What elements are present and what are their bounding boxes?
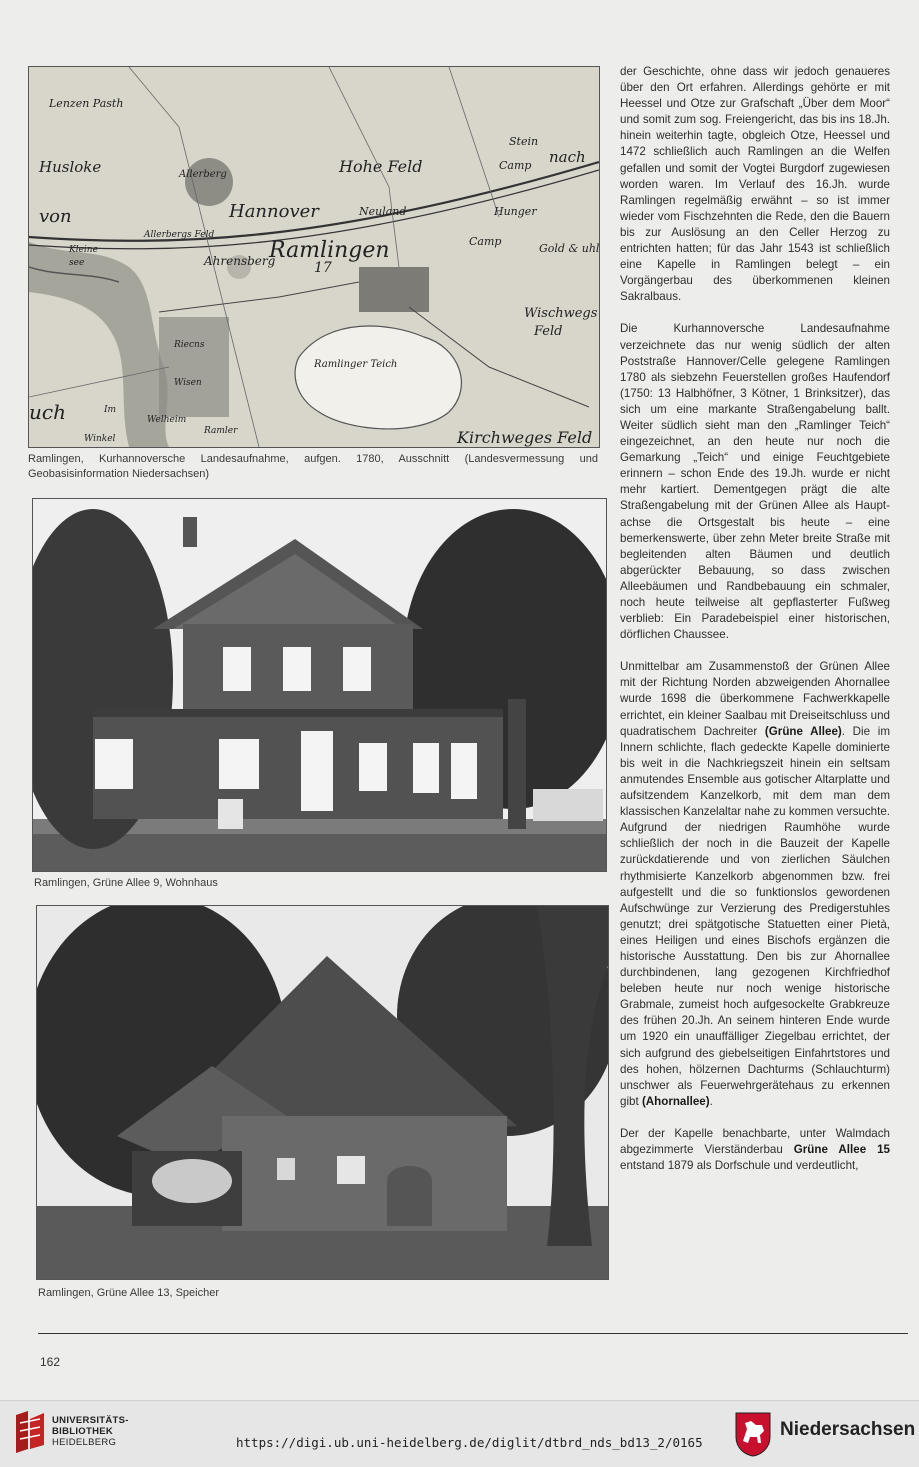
map-label-von: von xyxy=(39,206,72,227)
map-label-buch: uch xyxy=(29,400,66,424)
barn-caption: Ramlingen, Grüne Allee 13, Speicher xyxy=(38,1287,219,1299)
niedersachsen-crest-icon xyxy=(734,1411,772,1457)
map-label-wisen: Wisen xyxy=(174,378,202,388)
map-label-teich: Ramlinger Teich xyxy=(314,359,398,370)
library-line-3: HEIDELBERG xyxy=(52,1437,117,1448)
paragraph-3-end: . xyxy=(709,1094,713,1108)
map-label-winkel: Winkel xyxy=(84,434,116,444)
state-name: Niedersachsen xyxy=(780,1419,916,1440)
map-label-kirchwegs: Kirchweges Feld xyxy=(457,428,593,447)
library-line-1: UNIVERSITÄTS- xyxy=(52,1415,129,1426)
map-label-welheim: Welheim xyxy=(147,415,187,425)
paragraph-3-part-1: Unmittelbar am Zusammenstoß der Grünen Allee mit der Richtung Norden abzweigenden Ahornallee wurde 1698 die überkommene Fachwerkkapelle errichtet, ein kleiner Saalbau mit Dreiseitschluss und quadratischem Dachreiter xyxy=(620,660,890,738)
map-label-nach: nach xyxy=(549,148,586,166)
house-caption: Ramlingen, Grüne Allee 9, Wohnhaus xyxy=(34,877,218,889)
map-label-kleine: Kleine xyxy=(69,245,98,255)
viewer-footer xyxy=(0,1400,919,1467)
ref-ahornallee: (Ahornallee) xyxy=(641,1094,710,1108)
library-line-2: BIBLIOTHEK xyxy=(52,1426,114,1437)
map-label-im: Im xyxy=(104,405,117,415)
map-caption: Ramlingen, Kurhannoversche Landesaufnahme, aufgen. 1780, Ausschnitt (Landesvermessung und Geobasisinformation Niedersachsen) xyxy=(28,453,598,480)
map-label-husloke: Husloke xyxy=(39,158,102,176)
map-label-hannover: Hannover xyxy=(229,201,319,222)
map-label-stein: Stein xyxy=(509,135,539,148)
map-label-see: see xyxy=(69,258,85,268)
map-label-feld: Feld xyxy=(534,324,563,339)
map-label-camp: Camp xyxy=(499,159,532,172)
barn-photo xyxy=(36,905,609,1280)
map-label-allerberg: Allerberg xyxy=(179,169,227,180)
ref-gruene-allee-15: Grüne Allee 15 xyxy=(793,1143,890,1156)
map-label-number: 17 xyxy=(314,260,332,276)
map-label-ahrensberg: Ahrensberg xyxy=(204,254,276,268)
map-label-ramlingen: Ramlingen xyxy=(269,238,390,263)
map-label-wischwegs: Wischwegs xyxy=(524,306,598,321)
paragraph-4-part-1: Der der Kapelle benachbarte, unter Walmdach abgezimmerte Vierständerbau xyxy=(620,1126,890,1156)
map-label-hunger: Hunger xyxy=(494,205,537,218)
historic-map-figure xyxy=(28,66,600,448)
map-drawing xyxy=(29,67,599,447)
paragraph-3 xyxy=(620,659,890,1110)
map-label-neuland: Neuland xyxy=(359,205,407,218)
house-photo xyxy=(32,498,607,872)
map-label-hohe-feld: Hohe Feld xyxy=(339,157,423,176)
map-label-riecns: Riecns xyxy=(174,340,205,350)
barn-photo-drawing xyxy=(37,906,608,1279)
document-url-link[interactable]: https://digi.ub.uni-heidelberg.de/diglit/dtbrd_nds_bd13_2/0165 xyxy=(236,1435,703,1450)
paragraph-3-part-2: . Die im Innern schlichte, flach gedeckte Kapelle dominierte bis weit in die Nachkriegszeit hinein ein seltsam anmutendes Ensemble aus gotischer Altarplatte und aufsitzendem Kanzelkorb, mit dem man dem klassischen Kanzelaltar nahe zu kommen versuchte. Aufgrund der niedrigen Raumhöhe wurde schließlich der noch in die Bauzeit der Kapelle zurückdatierende und von zierlichen Säulchen rhythmisierte Kanzelkorb abgenommen bzw. frei aufgestellt und die so funktionslos gewordenen Aufschwünge zur Verzierung des Predigerstuhles genutzt; drei spätgotische Statuetten einer Pietà, eines Heiligen und eines Bischofs ergänzen die historische Ausstattung. Den bis zur Ahornallee durchbindenen, lang gezogenen Kirchfriedhof beleben heute nur noch wenige historische Grabmale, zumeist hoch aufgesockelte Grabkreuze des frühen 20.Jh. An seinem hinteren Ende wurde um 1920 ein unauffälliger Ziegelbau errichtet, der sich aufgrund des giebelseitigen Einfahrtstores und des hohen, hölzernen Dachturms (Schlauchturm) unschwer als Feuerwehrgerätehaus zu erkennen gibt xyxy=(620,724,891,1108)
map-label-camp-2: Camp xyxy=(469,235,502,248)
map-label-ramler: Ramler xyxy=(204,426,238,436)
body-text-column xyxy=(620,64,890,1190)
university-library-logo-icon xyxy=(12,1409,48,1455)
map-label-gold: Gold & uhl xyxy=(539,242,599,255)
map-label-allerbergs-feld: Allerbergs Feld xyxy=(144,230,215,240)
paragraph-2: Die Kurhannoversche Landesaufnahme verzeichnete das nur wenig südlich der alten Poststraße Hannover/Celle gelegene Ramlingen 1780 als siebzehn Feuerstellen großes Haufendorf (1750: 13 Halbhöfner, 3 Kötner, 1 Brinksitzer), das sich um eine markante Straßengabelung ballt. Weiter südlich sieht man den „Ramlinger Teich“ eingezeichnet, an den heute nur noch die Gemarkung „Teich“ und einige Feuchtgebiete erinnern – schon Ende des 19.Jh. wurde er nicht mehr kartiert. Dementgegen prägt die alte Straßengabelung mit der Grünen Allee als Hauptachse die Ortsgestalt bis heute – eine bemerkenswerte, über zehn Meter breite Straße mit begleitenden alten Bäumen und deutlich abgerückter Bebauung, so dass zwischen Alleebäumen und Randbebauung ein schmaler, noch heute teilweise alt gepflasterter Fußweg verblieb: Ein Paradebeispiel einer historischen, dörflichen Chaussee. xyxy=(620,322,890,642)
map-label-lenzen: Lenzen Pasth xyxy=(49,97,124,110)
paragraph-4 xyxy=(620,1126,890,1174)
paragraph-4-part-2: entstand 1879 als Dorfschule und verdeutlicht, xyxy=(620,1159,859,1173)
footer-rule xyxy=(38,1333,908,1334)
ref-gruene-allee: (Grüne Allee) xyxy=(764,724,842,738)
paragraph-1: der Geschichte, ohne dass wir jedoch genaueres über den Ort erfahren. Allerdings gehörte er mit Heessel und Otze zur Grafschaft „Über dem Moor“ und somit zum sog. Freiengericht, das bis ins 18.Jh. hinein weiterhin tagte, obgleich Otze, Heessel und 1472 schließlich auch Ramlingen an die Welfen gefallen und somit der Vogtei Burgdorf zugewiesen worden waren. Im Verlauf des 16.Jh. wurde Ramlingen regelmäßig erwähnt – so ist immer wieder vom Fischzehnten die Rede, den die Bauern bis zur Auslösung an den Celler Herzog zu entrichten hatten; für das Jahr 1543 ist schließlich eine Kapelle in Ramlingen belegt – ein Vorgängerbau des überkommenen kleinen Sakralbaus. xyxy=(620,65,890,304)
page-number: 162 xyxy=(40,1355,61,1369)
house-photo-drawing xyxy=(33,499,606,871)
university-library-name xyxy=(52,1415,129,1448)
